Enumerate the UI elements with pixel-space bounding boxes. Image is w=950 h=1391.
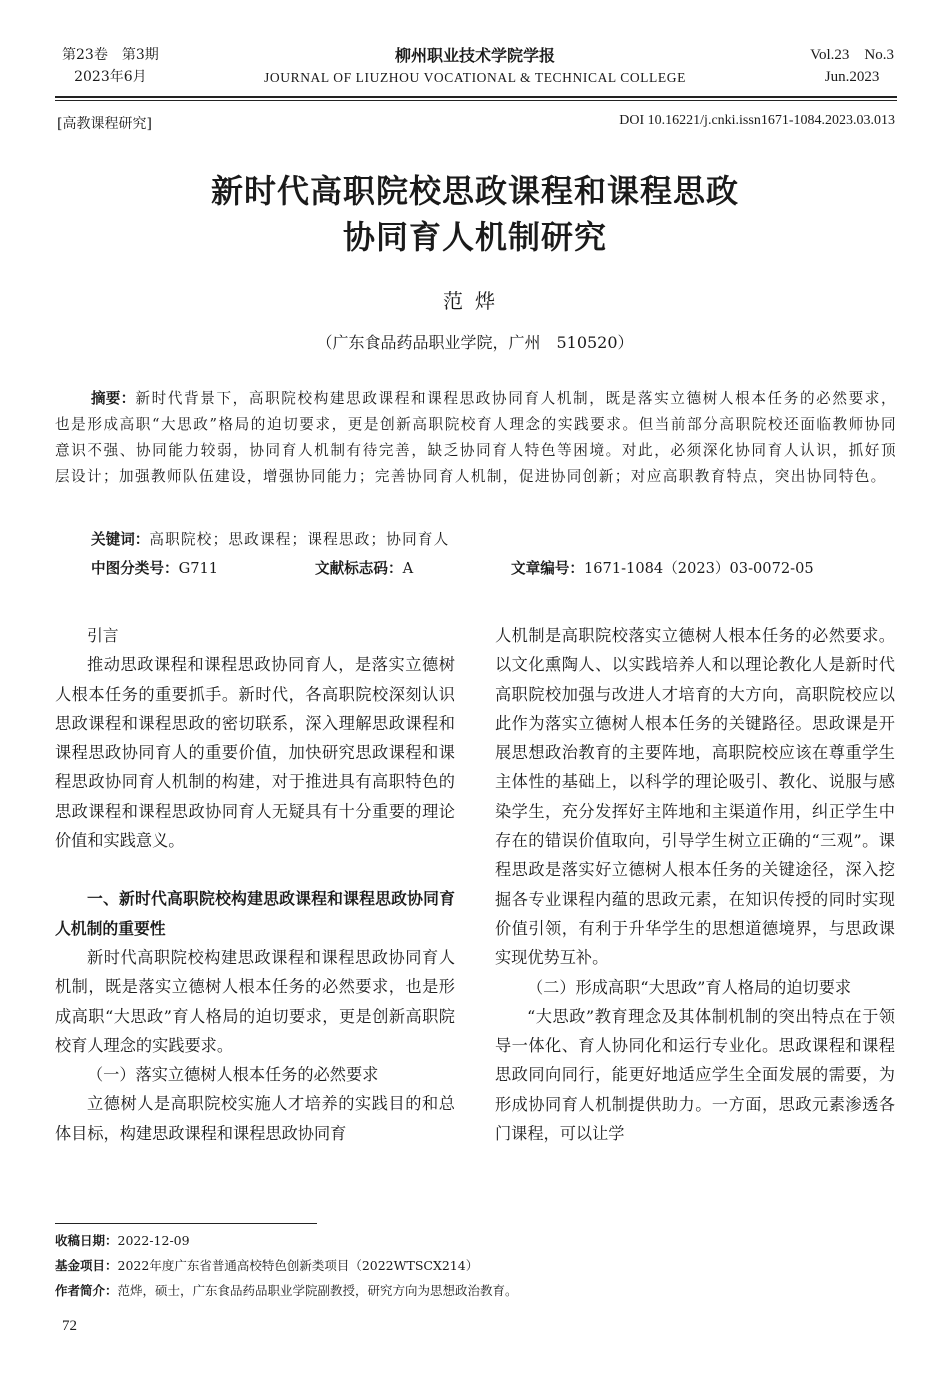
bio-value: 范烨，硕士，广东食品药品职业学院副教授，研究方向为思想政治教育。	[117, 1283, 518, 1298]
header-rule	[55, 96, 897, 98]
keywords	[91, 528, 449, 549]
issue-date-en: Jun.2023	[824, 69, 880, 85]
doi: DOI 10.16221/j.cnki.issn1671-1084.2023.03.013	[619, 113, 895, 128]
article-number-value: 1671-1084（2023）03-0072-05	[583, 560, 814, 577]
document-code-label: 文献标志码：	[315, 560, 403, 577]
author-name: 范烨	[443, 289, 507, 313]
keywords-text: 高职院校；思政课程；课程思政；协同育人	[149, 531, 450, 548]
journal-title-en: JOURNAL OF LIUZHOU VOCATIONAL & TECHNICAL COLLEGE	[264, 70, 686, 85]
clc-value: G711	[178, 560, 219, 577]
received-label: 收稿日期：	[55, 1233, 118, 1248]
keywords-label: 关键词：	[91, 531, 150, 548]
subsection-1-paragraph-start: 立德树人是高职院校实施人才培养的实践目的和总体目标，构建思政课程和课程思政协同育	[55, 1094, 455, 1143]
intro-heading: 引言	[87, 626, 119, 645]
article-category: [高教课程研究]	[57, 116, 152, 132]
subsection-2-heading: （二）形成高职“大思政”育人格局的迫切要求	[527, 977, 852, 997]
section-1-paragraph: 新时代高职院校构建思政课程和课程思政协同育人机制，既是落实立德树人根本任务的必然要求，也是形成高职“大思政”育人格局的迫切要求，更是创新高职院校育人理念的实践要求。	[55, 947, 455, 1055]
abstract	[55, 386, 897, 490]
header-rule-thin	[55, 100, 897, 101]
subsection-1-heading: （一）落实立德树人根本任务的必然要求	[87, 1065, 379, 1085]
document-code-value: A	[402, 560, 414, 577]
fund-label: 基金项目：	[55, 1258, 118, 1273]
paper-title	[0, 168, 950, 260]
title-line-1: 新时代高职院校思政课程和课程思政	[210, 172, 739, 210]
header-center	[0, 44, 950, 88]
header-right	[810, 44, 894, 88]
bio-label: 作者简介：	[55, 1283, 118, 1298]
body-right-column	[495, 621, 895, 1148]
body-left-column	[55, 621, 455, 1148]
volume-issue-en: Vol.23 No.3	[810, 47, 894, 63]
clc-label: 中图分类号：	[91, 560, 179, 577]
footnote-received	[55, 1231, 190, 1251]
section-spacer	[55, 855, 455, 884]
title-line-2: 协同育人机制研究	[342, 218, 607, 256]
journal-title-cn: 柳州职业技术学院学报	[394, 46, 555, 65]
section-1-heading: 一、新时代高职院校构建思政课程和课程思政协同育人机制的重要性	[55, 889, 455, 938]
clc-code	[91, 557, 218, 578]
volume-issue: 第23卷 第3期	[62, 47, 159, 63]
document-code	[315, 557, 413, 578]
footnote-rule	[55, 1223, 317, 1224]
article-number-label: 文章编号：	[511, 560, 584, 577]
abstract-label: 摘要：	[91, 390, 136, 407]
subsection-2-paragraph: “大思政”教育理念及其体制机制的突出特点在于领导一体化、育人协同化和运行专业化。思政课程和课程思政同向同行，能更好地适应学生全面发展的需要，为形成协同育人机制提供助力。一方面，思政元素渗透各门课程，可以让学	[495, 1006, 895, 1144]
footnote-author-bio	[55, 1281, 518, 1301]
subsection-1-paragraph-cont: 人机制是高职院校落实立德树人根本任务的必然要求。以文化熏陶人、以实践培养人和以理论教化人是新时代高职院校加强与改进人才培育的大方向，高职院校应以此作为落实立德树人根本任务的关键路径。思政课是开展思想政治教育的主要阵地，高职院校应该在尊重学生主体性的基础上，以科学的理论吸引、教化、说服与感染学生，充分发挥好主阵地和主渠道作用，纠正学生中存在的错误价值取向，引导学生树立正确的“三观”。课程思政是落实好立德树人根本任务的关键途径，深入挖掘各专业课程内蕴的思政元素，在知识传授的同时实现价值引领，有利于升华学生的思想道德境界，与思政课实现优势互补。	[495, 626, 895, 968]
fund-value: 2022年度广东省普通高校特色创新类项目（2022WTSCX214）	[117, 1258, 479, 1273]
received-value: 2022-12-09	[117, 1233, 190, 1248]
page-number: 72	[62, 1318, 77, 1334]
affiliation: （广东食品药品职业学院，广州 510520）	[316, 333, 634, 352]
intro-paragraph: 推动思政课程和课程思政协同育人，是落实立德树人根本任务的重要抓手。新时代，各高职院校深刻认识思政课程和课程思政的密切联系，深入理解思政课程和课程思政协同育人的重要价值，加快研究思政课程和课程思政协同育人机制的构建，对于推进具有高职特色的思政课程和课程思政协同育人无疑具有十分重要的理论价值和实践意义。	[55, 655, 455, 851]
issue-date-cn: 2023年6月	[74, 69, 147, 85]
footnote-fund	[55, 1256, 478, 1276]
abstract-text: 新时代背景下，高职院校构建思政课程和课程思政协同育人机制，既是落实立德树人根本任务的必然要求，也是形成高职“大思政”格局的迫切要求，更是创新高职院校育人理念的实践要求。但当前部分高职院校还面临教师协同意识不强、协同能力较弱，协同育人机制有待完善，缺乏协同育人特色等困境。对此，必须深化协同育人认识，抓好顶层设计；加强教师队伍建设，增强协同能力；完善协同育人机制，促进协同创新；对应高职教育特点，突出协同特色。	[55, 390, 897, 485]
article-number	[511, 557, 814, 578]
